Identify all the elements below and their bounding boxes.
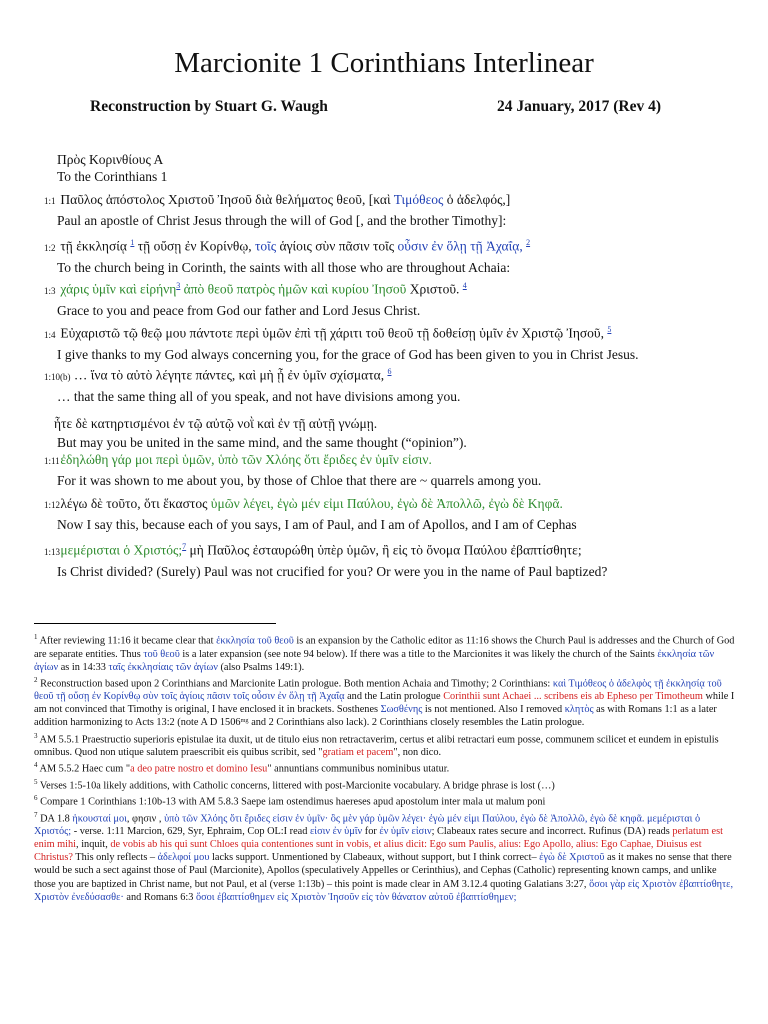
english-line: … that the same thing all of you speak, and not have divisions among you.	[57, 388, 461, 404]
english-line: For it was shown to me about you, by those of Chloe that there are ~ quarrels among you.	[57, 473, 542, 488]
footnote-1: $^1$ After reviewing 11:16 it became clear that ἐκκλησία τοῦ θεοῦ is an expansion by the Catholic editor as 11:16 shows the Church Paul is addresses and the Church of God are separate entities. Thus τοῦ θεοῦ is a later expansion (see note 94 below). If there was a title to the Marcionites it was likely the church of the Saints ἐκκλησία τῶν ἁγίων as in 14:33 ταῖς ἐκκλησίαις τῶν ἁγίων (also Psalms 149:1).	[34, 633, 735, 673]
footnote-link[interactable]: 3	[176, 281, 181, 290]
verse-ref: 1:13	[44, 546, 61, 557]
verse-ref: 1:12	[44, 500, 61, 510]
book-english-title: To the Corinthians 1	[57, 169, 168, 184]
verse-ref: 1:3	[44, 285, 56, 296]
greek-line: 1:13 μεμέρισται ὁ Χριστός;$^7$ μὴ Παῦλος ἐσταυρώθη ὑπὲρ ὑμῶν, ἢ εἰς τὸ ὄνομα Παύλου ἐβαπτίσθητε;	[44, 537, 744, 562]
footnote-3: $^3$ AM 5.5.1 Praestructio superioris epistulae ita duxit, ut de titulo eius non retractaverim, certus et alibi retractari eum posse, communem scilicet et eundem in epistulis omnibus. Quod non utique salutem praescribit eis quibus scribit, sed "gratiam et pacem", non dico.	[34, 731, 719, 759]
verse-1-1	[44, 190, 744, 230]
date-line: 24 January, 2017 (Rev 4)	[497, 98, 662, 115]
verse-ref: 1:4	[44, 329, 56, 340]
footnote-link[interactable]: 2	[526, 238, 531, 247]
greek-line: 1:3 χάρις ὑμῖν καὶ εἰρήνη$^3$ ἀπὸ θεοῦ πατρὸς ἡμῶν καὶ κυρίου Ἰησοῦ Χριστοῦ. $^4$	[44, 276, 744, 301]
footnote-6: $^6$ Compare 1 Corinthians 1:10b-13 with AM 5.8.3 Saepe iam ostendimus haereses apud apostolum inter mala ut malum poni	[34, 794, 546, 808]
verse-ref: 1:10(b)	[44, 371, 71, 382]
english-line: I give thanks to my God always concerning you, for the grace of God has been given to you in Christ Jesus.	[57, 346, 639, 362]
footnote-divider	[34, 623, 276, 624]
verse-1-11	[44, 450, 744, 490]
footnote-7: $^7$ DA 1.8 ἠκουσταί μοι, φησιν , ὑπὸ τῶν Χλόης ὅτι ἔριδες εἰσιν ἐν ὑμῖν· ὃς μὲν γάρ ὑμῶν λέγει· ἐγὼ μέν εἰμι Παύλου, ἐγὼ δὲ Ἀπολλῶ, ἐγὼ δὲ κηφᾶ. μεμέρισται ὁ Χριστός; - verse. 1:11 Marcion, 629, Syr, Ephraim, Cop OL:I read εἰσιν ἐν ὑμῖν for ἐν ὑμῖν εἰσιν; Clabeaux rates secure and incorrect. Rufinus (DA) reads perlatum est enim mihi, inquit, de vobis ab his qui sunt Chloes quia contentiones sunt in vobis, et alius dicit: Ego sum Paulis, alius: Ego Apollo, alius: Ego Caphae, Diuisus est Christus? This only reflects – ἀδελφοί μου lacks support. Unmentioned by Clabeaux, without support, but I think correct– ἐγὼ δὲ Χριστοῦ as it makes no sense that there would be such a sect against those of Paul (Marcionite), Apollos (speculatively Appelles or Cerinthius), and Cephas (Catholic) representing known camps, and unlike those you are baptized in Christ name, but not Paul, et al (verse 1:13b) – this point is made clear in AM 3.12.4 quoting Galatians 3:27, ὅσοι γὰρ εἰς Χριστὸν ἐβαπτίσθητε, Χριστὸν ἐνεδύσασθε· and Romans 6:3 ὅσοι ἐβαπτίσθημεν εἰς Χριστὸν Ἰησοῦν εἰς τὸν θάνατον αὐτοῦ ἐβαπτίσθημεν;	[34, 810, 734, 903]
document-title: Marcionite 1 Corinthians Interlinear	[174, 47, 594, 79]
footnote-5: $^5$ Verses 1:5-10a likely additions, with Catholic concerns, littered with post-Marcionite vocabulary. A bridge phrase is lost (…)	[34, 777, 555, 792]
book-heading	[57, 151, 167, 185]
english-line: Grace to you and peace from God our father and Lord Jesus Christ.	[57, 302, 421, 318]
footnote-2: $^2$ Reconstruction based upon 2 Corinthians and Marcionite Latin prologue. Both mention Achaia and Timothy; 2 Corinthians: καὶ Τιμόθεος ὁ ἀδελφὸς τῇ ἐκκλησίᾳ τοῦ θεοῦ τῇ οὔσῃ ἐν Κορίνθῳ σὺν τοῖς ἁγίοις πᾶσιν τοῖς οὖσιν ἐν ὅλῃ τῇ Ἀχαΐᾳ and the Latin prologue Corinthii sunt Achaei ... scribens eis ab Epheso per Timotheum while I am not convinced that Timothy is original, I have enclosed it in brackets. Sosthenes Σωσθένης is not mentioned. Also I removed κλητὸς as with Romans 1:1 as a later addition harmonizing to Acts 13:2 (note A D 1506ᵐᵍ and 2 Corinthians also lack). 2 Corinthians closely resembles the Latin prologue.	[34, 675, 735, 729]
verse-1-10b	[44, 362, 744, 452]
footnote-link[interactable]: 1	[130, 238, 135, 247]
verse-1-4	[44, 320, 744, 364]
english-line: Now I say this, because each of you says, I am of Paul, and I am of Apollos, and I am of Cephas	[57, 517, 577, 532]
footnote-link[interactable]: 5	[607, 325, 612, 334]
verse-ref: 1:1	[44, 196, 56, 206]
greek-line: 1:10(b) … ἵνα τὸ αὐτὸ λέγητε πάντες, καὶ μὴ ᾖ ἐν ὑμῖν σχίσματα, $^6$	[44, 362, 744, 387]
footnote-link[interactable]: 4	[462, 281, 467, 290]
footnotes	[34, 631, 738, 904]
greek-line: 1:2 τῇ ἐκκλησίᾳ $^1$ τῇ οὔσῃ ἐν Κορίνθῳ, τοῖς ἁγίοις σὺν πᾶσιν τοῖς οὖσιν ἐν ὅλῃ τῇ Ἀχαΐᾳ, $^2$	[44, 233, 744, 258]
verse-1-2	[44, 233, 744, 277]
english-line: But may you be united in the same mind, and the same thought (“opinion”).	[57, 434, 467, 450]
greek-line: 1:1 Παῦλος ἀπόστολος Χριστοῦ Ἰησοῦ διὰ θελήματος θεοῦ, [καὶ Τιμόθεος ὁ ἀδελφός,]	[44, 190, 744, 211]
verse-1-12	[44, 494, 744, 534]
book-greek-title: Πρὸς Κορινθίους Α	[57, 152, 164, 167]
verse-ref: 1:2	[44, 242, 56, 253]
verse-1-13	[44, 537, 744, 581]
footnote-link[interactable]: 7	[182, 542, 187, 551]
greek-line: ἦτε δὲ κατηρτισμένοι ἐν τῷ αὐτῷ νοῒ καὶ ἐν τῇ αὐτῇ γνώμῃ.	[54, 415, 378, 431]
verse-ref: 1:11	[44, 456, 60, 466]
greek-line: 1:12 λέγω δὲ τοῦτο, ὅτι ἕκαστος ὑμῶν λέγει, ἐγὼ μέν εἰμι Παύλου, ἐγὼ δὲ Ἀπολλῶ, ἐγὼ δὲ Κηφᾶ.	[44, 494, 744, 515]
english-line: Is Christ divided? (Surely) Paul was not crucified for you? Or were you in the name of Paul baptized?	[57, 563, 608, 579]
footnote-link[interactable]: 6	[387, 367, 392, 376]
verse-1-3	[44, 276, 744, 320]
greek-line: 1:11 ἐδηλώθη γάρ μοι περὶ ὑμῶν, ὑπὸ τῶν Χλόης ὅτι ἔριδες ἐν ὑμῖν εἰσιν.	[44, 450, 744, 471]
greek-line: 1:4 Εὐχαριστῶ τῷ θεῷ μου πάντοτε περὶ ὑμῶν ἐπὶ τῇ χάριτι τοῦ θεοῦ τῇ δοθείσῃ ὑμῖν ἐν Χριστῷ Ἰησοῦ, $^5$	[44, 320, 744, 345]
english-line: To the church being in Corinth, the saints with all those who are throughout Achaia:	[57, 259, 511, 275]
footnote-4: $^4$ AM 5.5.2 Haec cum "a deo patre nostro et domino Iesu" annuntians communibus nominibus utatur.	[34, 761, 450, 775]
english-line: Paul an apostle of Christ Jesus through the will of God [, and the brother Timothy]:	[57, 213, 507, 228]
author-line: Reconstruction by Stuart G. Waugh	[90, 98, 328, 115]
